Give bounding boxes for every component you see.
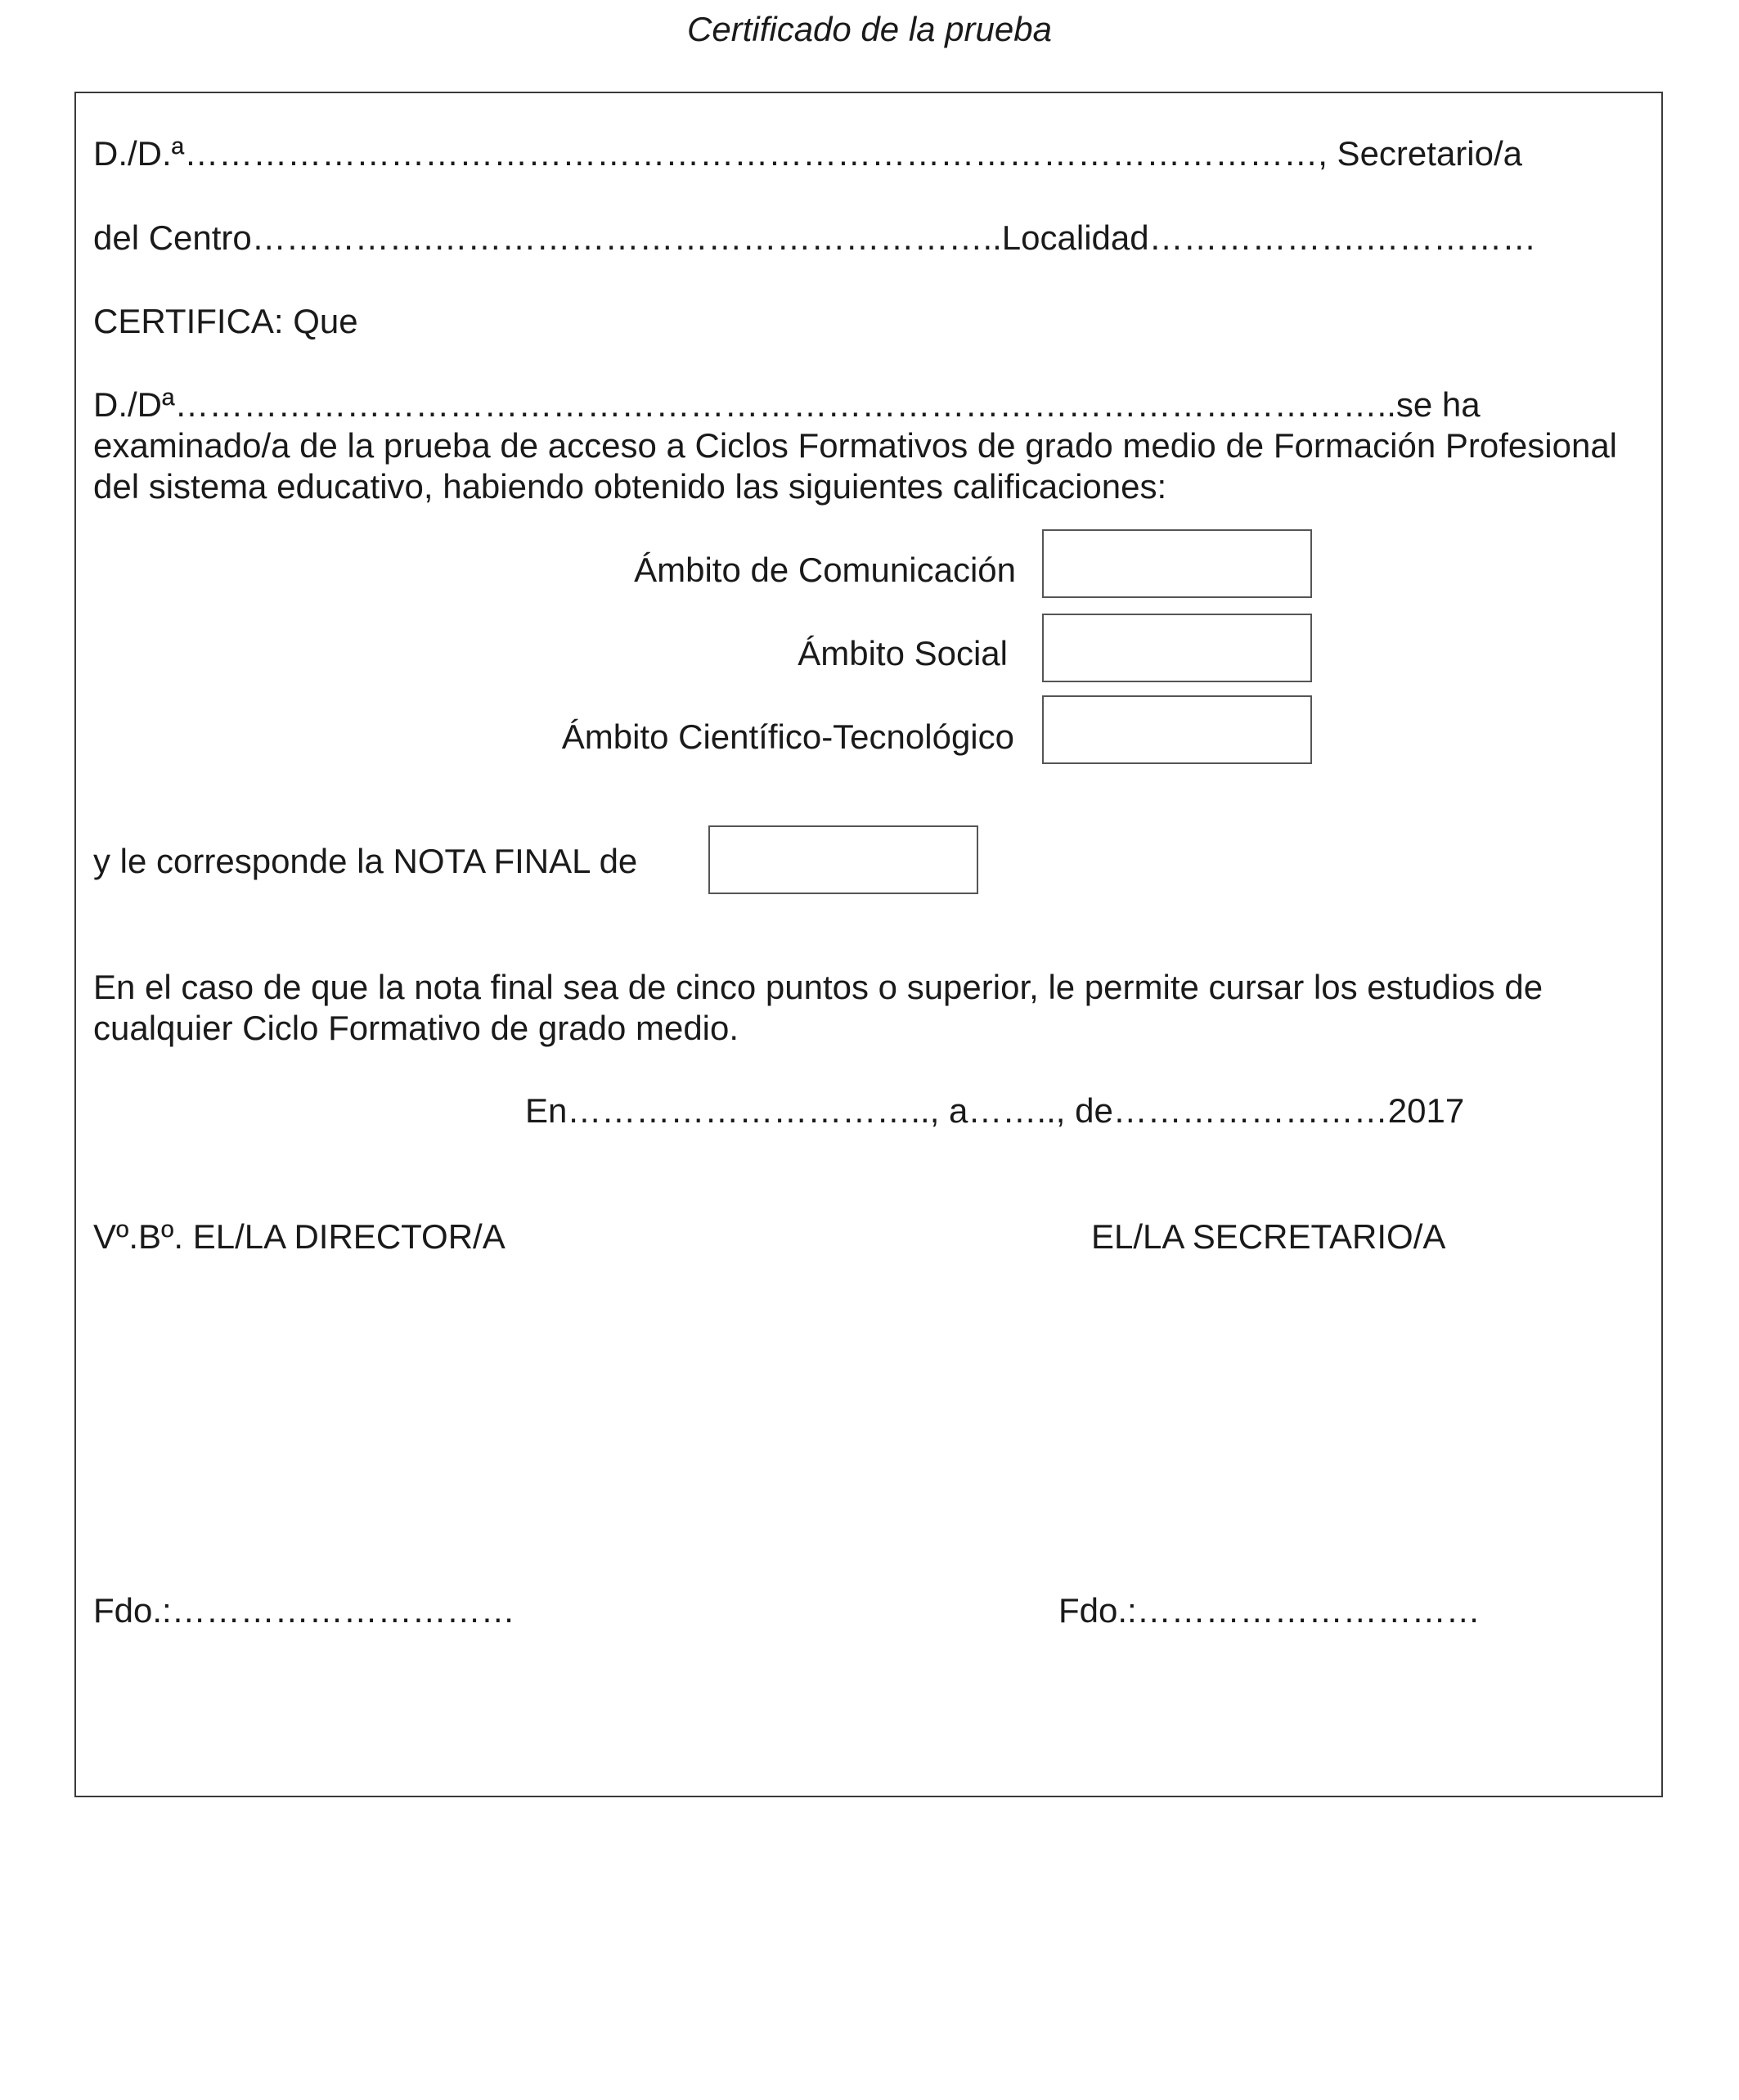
secretary-name-line: D./D.ª………………………………………………………………………………………, Secretario/a bbox=[93, 134, 1522, 173]
centre-locality-line: del Centro…………….…………………………………………..Localidad……………….…………… bbox=[93, 218, 1537, 257]
grade-label-comunicacion: Ámbito de Comunicación bbox=[634, 551, 1016, 589]
final-grade-label: y le corresponde la NOTA FINAL de bbox=[93, 842, 638, 880]
student-name-line: D./Dª……………………………………………………………………………………………..se ha bbox=[93, 385, 1481, 424]
grade-label-social: Ámbito Social bbox=[798, 634, 1008, 672]
secretary-signature-line: Fdo.:………………………… bbox=[1058, 1591, 1481, 1630]
director-signature-line: Fdo.:………………………… bbox=[93, 1591, 515, 1630]
exam-paragraph: examinado/a de la prueba de acceso a Ciclos Formativos de grado medio de Formación Profesional del sistema educativo, habiendo obtenido las siguientes calificaciones: bbox=[93, 426, 1618, 506]
final-grade-box[interactable] bbox=[708, 825, 978, 894]
director-title: Vº.Bº. EL/LA DIRECTOR/A bbox=[93, 1217, 506, 1256]
note-paragraph: En el caso de que la nota final sea de cinco puntos o superior, le permite cursar los estudios de cualquier Ciclo Formativo de grado medio. bbox=[93, 968, 1544, 1047]
grade-box-cientifico[interactable] bbox=[1042, 695, 1312, 764]
secretary-title: EL/LA SECRETARIO/A bbox=[1091, 1217, 1446, 1256]
grade-label-cientifico: Ámbito Científico-Tecnológico bbox=[561, 717, 1014, 756]
date-line: En………………………….., a…….., de……………………2017 bbox=[525, 1091, 1465, 1130]
certifica-heading: CERTIFICA: Que bbox=[93, 302, 358, 340]
grade-box-comunicacion[interactable] bbox=[1042, 529, 1312, 598]
document-title: Certificado de la prueba bbox=[687, 10, 1052, 48]
grade-box-social[interactable] bbox=[1042, 614, 1312, 682]
certificate-frame bbox=[74, 92, 1663, 1797]
